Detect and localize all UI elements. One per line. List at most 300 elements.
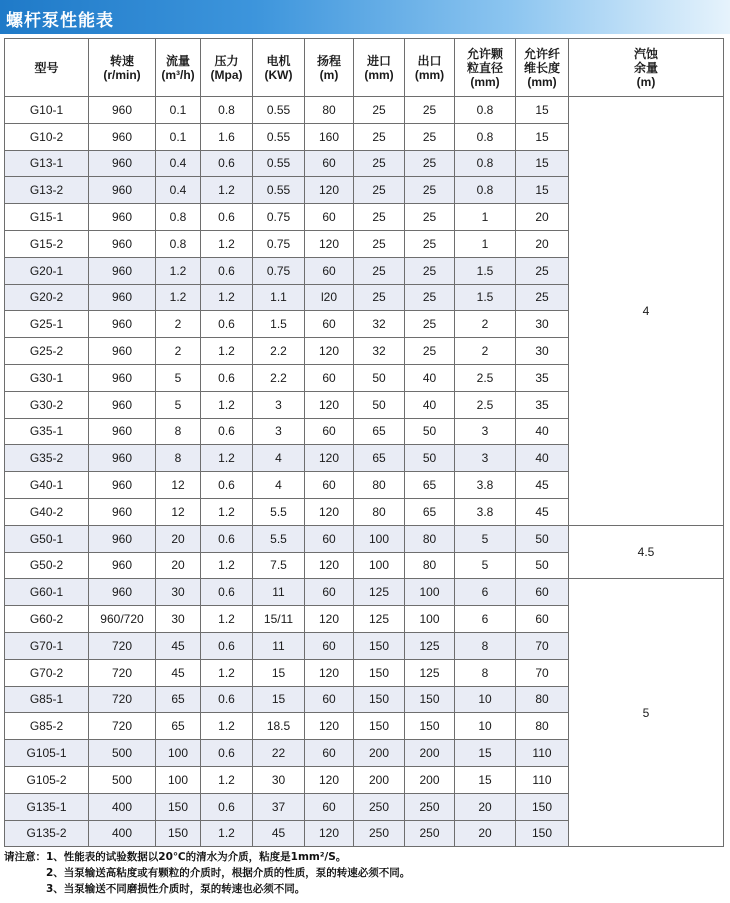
outlet-cell: 25: [405, 177, 455, 204]
particle-size-cell: 0.8: [455, 150, 516, 177]
fiber-length-cell: 45: [516, 472, 569, 499]
motor-cell: 22: [253, 740, 305, 767]
motor-cell: 11: [253, 632, 305, 659]
head-cell: 60: [305, 632, 354, 659]
outlet-cell: 80: [405, 552, 455, 579]
particle-size-cell: 1.5: [455, 284, 516, 311]
fiber-length-cell: 30: [516, 338, 569, 365]
model-cell: G35-1: [5, 418, 89, 445]
pressure-cell: 0.8: [201, 97, 253, 124]
head-cell: l20: [305, 284, 354, 311]
fiber-length-cell: 25: [516, 284, 569, 311]
inlet-cell: 25: [354, 123, 405, 150]
particle-size-cell: 5: [455, 552, 516, 579]
model-cell: G135-2: [5, 820, 89, 847]
particle-size-cell: 15: [455, 740, 516, 767]
header-line: (mm): [364, 67, 394, 82]
model-cell: G30-1: [5, 364, 89, 391]
header-line: (m³/h): [161, 67, 195, 82]
title-banner: [0, 0, 730, 34]
motor-cell: 0.55: [253, 97, 305, 124]
note-text-1: 1、性能表的试验数据以20℃的清水为介质，粘度是1mm²/S。: [46, 851, 347, 863]
flow-cell: 45: [156, 632, 201, 659]
inlet-cell: 65: [354, 445, 405, 472]
note-text-3: 3、当泵输送不同磨损性介质时，泵的转速也必须不同。: [46, 883, 306, 895]
inlet-cell: 100: [354, 552, 405, 579]
flow-cell: 2: [156, 311, 201, 338]
head-cell: 60: [305, 311, 354, 338]
motor-cell: 0.55: [253, 123, 305, 150]
motor-cell: 0.75: [253, 257, 305, 284]
notes-section: [4, 849, 410, 897]
header-line: (mm): [414, 67, 445, 82]
outlet-cell: 25: [405, 311, 455, 338]
model-cell: G25-2: [5, 338, 89, 365]
outlet-cell: 25: [405, 338, 455, 365]
header-line: (r/min): [103, 67, 141, 82]
inlet-cell: 125: [354, 606, 405, 633]
fiber-length-cell: 80: [516, 686, 569, 713]
header-model: [5, 39, 89, 97]
head-cell: 80: [305, 97, 354, 124]
speed-cell: 960: [89, 445, 156, 472]
motor-cell: 15: [253, 659, 305, 686]
particle-size-cell: 3: [455, 418, 516, 445]
pressure-cell: 1.2: [201, 820, 253, 847]
inlet-cell: 150: [354, 659, 405, 686]
flow-cell: 0.4: [156, 150, 201, 177]
pump-performance-table: [4, 38, 724, 847]
particle-size-cell: 2: [455, 338, 516, 365]
inlet-cell: 25: [354, 230, 405, 257]
flow-cell: 100: [156, 766, 201, 793]
particle-size-cell: 3.8: [455, 472, 516, 499]
header-inlet: [354, 39, 405, 97]
particle-size-cell: 6: [455, 606, 516, 633]
pressure-cell: 1.2: [201, 230, 253, 257]
particle-size-cell: 5: [455, 525, 516, 552]
fiber-length-cell: 15: [516, 123, 569, 150]
pressure-cell: 1.2: [201, 338, 253, 365]
fiber-length-cell: 15: [516, 97, 569, 124]
speed-cell: 960: [89, 338, 156, 365]
flow-cell: 1.2: [156, 257, 201, 284]
outlet-cell: 65: [405, 472, 455, 499]
inlet-cell: 25: [354, 284, 405, 311]
flow-cell: 65: [156, 686, 201, 713]
pressure-cell: 0.6: [201, 150, 253, 177]
motor-cell: 15: [253, 686, 305, 713]
particle-size-cell: 3.8: [455, 498, 516, 525]
fiber-length-cell: 40: [516, 418, 569, 445]
fiber-length-cell: 20: [516, 230, 569, 257]
model-cell: G15-2: [5, 230, 89, 257]
fiber-length-cell: 110: [516, 766, 569, 793]
fiber-length-cell: 35: [516, 391, 569, 418]
particle-size-cell: 20: [455, 793, 516, 820]
fiber-length-cell: 60: [516, 579, 569, 606]
flow-cell: 0.1: [156, 123, 201, 150]
outlet-cell: 80: [405, 525, 455, 552]
model-cell: G105-2: [5, 766, 89, 793]
table-row: [5, 97, 724, 124]
pressure-cell: 0.6: [201, 686, 253, 713]
inlet-cell: 100: [354, 525, 405, 552]
model-cell: G13-1: [5, 150, 89, 177]
fiber-length-cell: 15: [516, 177, 569, 204]
outlet-cell: 25: [405, 284, 455, 311]
outlet-cell: 25: [405, 97, 455, 124]
motor-cell: 30: [253, 766, 305, 793]
pressure-cell: 1.2: [201, 606, 253, 633]
model-cell: G70-1: [5, 632, 89, 659]
speed-cell: 960: [89, 230, 156, 257]
speed-cell: 960: [89, 552, 156, 579]
motor-cell: 0.75: [253, 204, 305, 231]
speed-cell: 960: [89, 579, 156, 606]
header-line: 型号: [34, 60, 59, 75]
particle-size-cell: 2: [455, 311, 516, 338]
motor-cell: 4: [253, 472, 305, 499]
outlet-cell: 250: [405, 820, 455, 847]
header-line: 进口: [366, 53, 391, 68]
head-cell: 120: [305, 659, 354, 686]
model-cell: G10-1: [5, 97, 89, 124]
head-cell: 120: [305, 230, 354, 257]
motor-cell: 1.1: [253, 284, 305, 311]
notes-label: 请注意：: [4, 851, 46, 863]
head-cell: 120: [305, 177, 354, 204]
flow-cell: 0.4: [156, 177, 201, 204]
outlet-cell: 40: [405, 391, 455, 418]
pressure-cell: 1.2: [201, 659, 253, 686]
header-row: [5, 39, 724, 97]
header-line: 出口: [417, 53, 442, 68]
head-cell: 120: [305, 552, 354, 579]
outlet-cell: 100: [405, 606, 455, 633]
fiber-length-cell: 45: [516, 498, 569, 525]
npsh-cell: 4: [569, 97, 724, 526]
table-body: [5, 97, 724, 847]
model-cell: G50-1: [5, 525, 89, 552]
inlet-cell: 250: [354, 820, 405, 847]
flow-cell: 12: [156, 498, 201, 525]
head-cell: 60: [305, 257, 354, 284]
particle-size-cell: 20: [455, 820, 516, 847]
fiber-length-cell: 25: [516, 257, 569, 284]
speed-cell: 960: [89, 418, 156, 445]
pressure-cell: 1.2: [201, 498, 253, 525]
header-line: 粒直径: [466, 60, 503, 75]
model-cell: G15-1: [5, 204, 89, 231]
pressure-cell: 0.6: [201, 364, 253, 391]
pressure-cell: 1.2: [201, 284, 253, 311]
motor-cell: 0.55: [253, 150, 305, 177]
header-fiber: [516, 39, 569, 97]
particle-size-cell: 0.8: [455, 177, 516, 204]
motor-cell: 4: [253, 445, 305, 472]
head-cell: 120: [305, 498, 354, 525]
motor-cell: 5.5: [253, 525, 305, 552]
header-line: (mm): [527, 74, 557, 89]
pressure-cell: 0.6: [201, 793, 253, 820]
header-line: 电机: [266, 53, 291, 68]
inlet-cell: 65: [354, 418, 405, 445]
pressure-cell: 1.2: [201, 713, 253, 740]
outlet-cell: 25: [405, 204, 455, 231]
header-npsh: [569, 39, 724, 97]
flow-cell: 2: [156, 338, 201, 365]
table-row: [5, 579, 724, 606]
motor-cell: 45: [253, 820, 305, 847]
outlet-cell: 150: [405, 686, 455, 713]
inlet-cell: 32: [354, 311, 405, 338]
inlet-cell: 32: [354, 338, 405, 365]
header-flow: [156, 39, 201, 97]
head-cell: 120: [305, 713, 354, 740]
inlet-cell: 25: [354, 150, 405, 177]
header-line: 流量: [165, 53, 190, 68]
inlet-cell: 200: [354, 766, 405, 793]
inlet-cell: 25: [354, 257, 405, 284]
outlet-cell: 125: [405, 632, 455, 659]
speed-cell: 500: [89, 766, 156, 793]
outlet-cell: 25: [405, 230, 455, 257]
motor-cell: 2.2: [253, 338, 305, 365]
flow-cell: 30: [156, 606, 201, 633]
speed-cell: 960: [89, 391, 156, 418]
flow-cell: 8: [156, 418, 201, 445]
note-item-3: [4, 881, 410, 897]
model-cell: G10-2: [5, 123, 89, 150]
particle-size-cell: 10: [455, 713, 516, 740]
head-cell: 60: [305, 525, 354, 552]
head-cell: 60: [305, 418, 354, 445]
pressure-cell: 1.2: [201, 391, 253, 418]
flow-cell: 20: [156, 525, 201, 552]
fiber-length-cell: 50: [516, 525, 569, 552]
inlet-cell: 80: [354, 472, 405, 499]
fiber-length-cell: 50: [516, 552, 569, 579]
motor-cell: 37: [253, 793, 305, 820]
model-cell: G85-1: [5, 686, 89, 713]
inlet-cell: 50: [354, 364, 405, 391]
particle-size-cell: 2.5: [455, 364, 516, 391]
flow-cell: 8: [156, 445, 201, 472]
header-line: (m): [636, 74, 656, 89]
inlet-cell: 25: [354, 204, 405, 231]
motor-cell: 7.5: [253, 552, 305, 579]
model-cell: G20-2: [5, 284, 89, 311]
outlet-cell: 65: [405, 498, 455, 525]
model-cell: G105-1: [5, 740, 89, 767]
table-row: [5, 525, 724, 552]
flow-cell: 0.8: [156, 204, 201, 231]
inlet-cell: 250: [354, 793, 405, 820]
inlet-cell: 50: [354, 391, 405, 418]
outlet-cell: 150: [405, 713, 455, 740]
header-line: 允许纤: [523, 46, 560, 61]
header-line: 维长度: [523, 60, 560, 75]
header-speed: [89, 39, 156, 97]
particle-size-cell: 0.8: [455, 97, 516, 124]
model-cell: G135-1: [5, 793, 89, 820]
outlet-cell: 40: [405, 364, 455, 391]
header-line: (m): [319, 67, 339, 82]
particle-size-cell: 8: [455, 659, 516, 686]
flow-cell: 65: [156, 713, 201, 740]
speed-cell: 720: [89, 632, 156, 659]
fiber-length-cell: 40: [516, 445, 569, 472]
head-cell: 120: [305, 820, 354, 847]
pressure-cell: 0.6: [201, 311, 253, 338]
page-title: 螺杆泵性能表: [6, 11, 114, 31]
header-head: [305, 39, 354, 97]
motor-cell: 3: [253, 418, 305, 445]
speed-cell: 960: [89, 472, 156, 499]
model-cell: G85-2: [5, 713, 89, 740]
header-line: 压力: [214, 53, 239, 68]
speed-cell: 500: [89, 740, 156, 767]
flow-cell: 0.1: [156, 97, 201, 124]
particle-size-cell: 6: [455, 579, 516, 606]
model-cell: G40-1: [5, 472, 89, 499]
speed-cell: 720: [89, 713, 156, 740]
npsh-cell: 4.5: [569, 525, 724, 579]
pressure-cell: 0.6: [201, 579, 253, 606]
header-particle: [455, 39, 516, 97]
particle-size-cell: 3: [455, 445, 516, 472]
motor-cell: 18.5: [253, 713, 305, 740]
speed-cell: 960: [89, 123, 156, 150]
inlet-cell: 150: [354, 632, 405, 659]
pressure-cell: 0.6: [201, 632, 253, 659]
outlet-cell: 25: [405, 123, 455, 150]
head-cell: 120: [305, 338, 354, 365]
flow-cell: 12: [156, 472, 201, 499]
speed-cell: 960: [89, 257, 156, 284]
header-line: (mm): [470, 74, 500, 89]
outlet-cell: 125: [405, 659, 455, 686]
particle-size-cell: 2.5: [455, 391, 516, 418]
inlet-cell: 25: [354, 97, 405, 124]
model-cell: G60-2: [5, 606, 89, 633]
header-line: 扬程: [316, 53, 341, 68]
fiber-length-cell: 150: [516, 793, 569, 820]
inlet-cell: 150: [354, 713, 405, 740]
head-cell: 60: [305, 472, 354, 499]
outlet-cell: 25: [405, 150, 455, 177]
header-line: 汽蚀: [633, 46, 658, 61]
speed-cell: 960: [89, 204, 156, 231]
head-cell: 120: [305, 445, 354, 472]
fiber-length-cell: 20: [516, 204, 569, 231]
pressure-cell: 1.2: [201, 766, 253, 793]
head-cell: 160: [305, 123, 354, 150]
fiber-length-cell: 110: [516, 740, 569, 767]
motor-cell: 0.55: [253, 177, 305, 204]
motor-cell: 11: [253, 579, 305, 606]
pressure-cell: 1.2: [201, 552, 253, 579]
header-pressure: [201, 39, 253, 97]
note-item-2: [4, 865, 410, 881]
motor-cell: 15/11: [253, 606, 305, 633]
motor-cell: 2.2: [253, 364, 305, 391]
inlet-cell: 200: [354, 740, 405, 767]
head-cell: 60: [305, 793, 354, 820]
pressure-cell: 0.6: [201, 257, 253, 284]
motor-cell: 3: [253, 391, 305, 418]
head-cell: 60: [305, 740, 354, 767]
outlet-cell: 200: [405, 740, 455, 767]
npsh-cell: 5: [569, 579, 724, 847]
fiber-length-cell: 70: [516, 632, 569, 659]
speed-cell: 960/720: [89, 606, 156, 633]
model-cell: G35-2: [5, 445, 89, 472]
flow-cell: 5: [156, 364, 201, 391]
motor-cell: 5.5: [253, 498, 305, 525]
head-cell: 60: [305, 686, 354, 713]
particle-size-cell: 1: [455, 230, 516, 257]
speed-cell: 720: [89, 686, 156, 713]
flow-cell: 0.8: [156, 230, 201, 257]
speed-cell: 720: [89, 659, 156, 686]
model-cell: G13-2: [5, 177, 89, 204]
pressure-cell: 0.6: [201, 418, 253, 445]
pressure-cell: 1.2: [201, 445, 253, 472]
flow-cell: 150: [156, 820, 201, 847]
inlet-cell: 80: [354, 498, 405, 525]
particle-size-cell: 15: [455, 766, 516, 793]
outlet-cell: 25: [405, 257, 455, 284]
header-line: 允许颗: [466, 46, 503, 61]
outlet-cell: 100: [405, 579, 455, 606]
particle-size-cell: 1: [455, 204, 516, 231]
flow-cell: 30: [156, 579, 201, 606]
model-cell: G40-2: [5, 498, 89, 525]
pressure-cell: 1.6: [201, 123, 253, 150]
model-cell: G60-1: [5, 579, 89, 606]
head-cell: 120: [305, 606, 354, 633]
pressure-cell: 1.2: [201, 177, 253, 204]
particle-size-cell: 0.8: [455, 123, 516, 150]
particle-size-cell: 10: [455, 686, 516, 713]
flow-cell: 100: [156, 740, 201, 767]
model-cell: G20-1: [5, 257, 89, 284]
head-cell: 60: [305, 150, 354, 177]
header-outlet: [405, 39, 455, 97]
flow-cell: 20: [156, 552, 201, 579]
fiber-length-cell: 60: [516, 606, 569, 633]
speed-cell: 960: [89, 177, 156, 204]
pressure-cell: 0.6: [201, 525, 253, 552]
inlet-cell: 25: [354, 177, 405, 204]
particle-size-cell: 8: [455, 632, 516, 659]
speed-cell: 960: [89, 364, 156, 391]
outlet-cell: 250: [405, 793, 455, 820]
fiber-length-cell: 35: [516, 364, 569, 391]
fiber-length-cell: 150: [516, 820, 569, 847]
head-cell: 60: [305, 579, 354, 606]
outlet-cell: 50: [405, 445, 455, 472]
header-line: 余量: [633, 60, 658, 75]
flow-cell: 150: [156, 793, 201, 820]
model-cell: G50-2: [5, 552, 89, 579]
head-cell: 120: [305, 391, 354, 418]
speed-cell: 960: [89, 498, 156, 525]
speed-cell: 400: [89, 820, 156, 847]
speed-cell: 960: [89, 97, 156, 124]
